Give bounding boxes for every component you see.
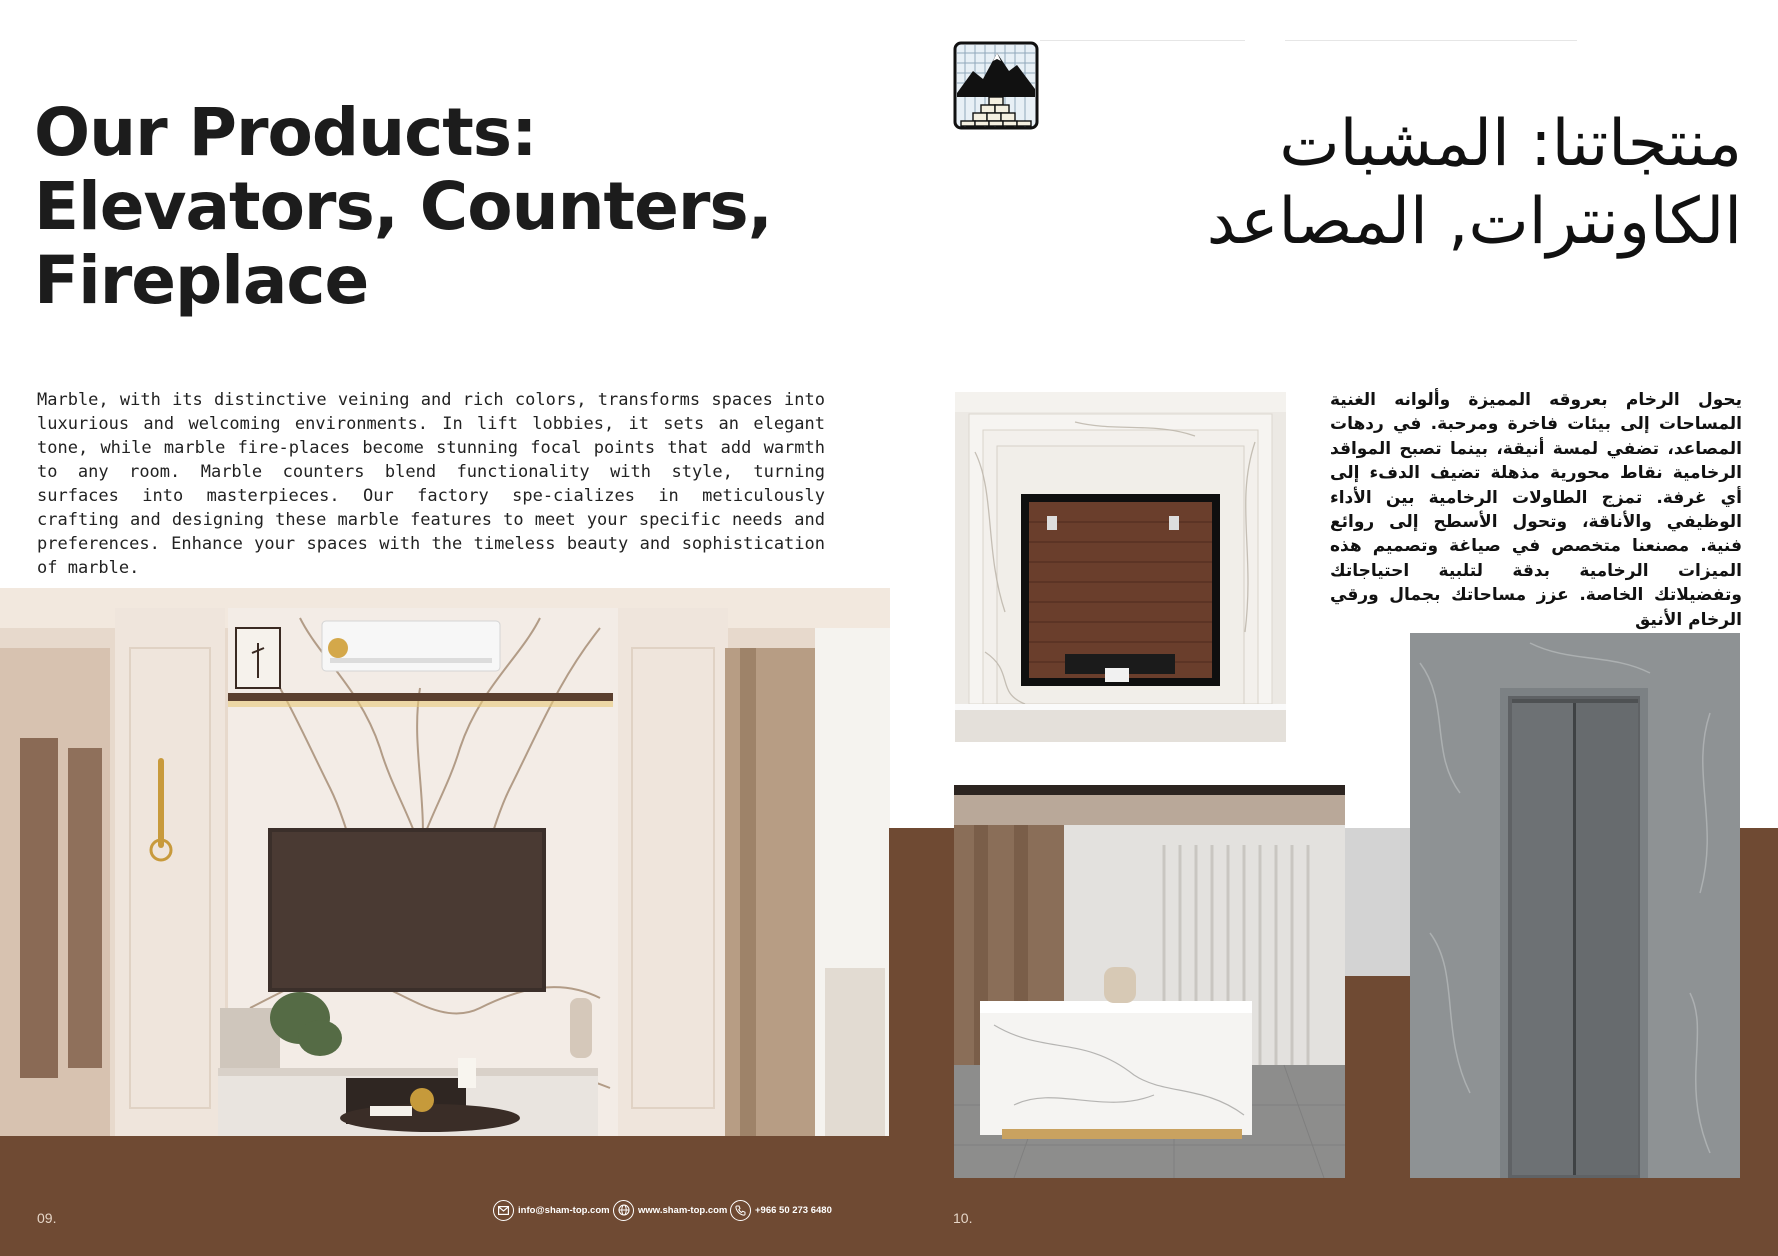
contact-phone[interactable] [730,1198,832,1222]
page-title-ar [1022,105,1742,261]
footer-band-left [0,1136,889,1256]
title-ar-line-2: الكاونترات, المصاعد [1206,185,1742,259]
body-text-en: Marble, with its distinctive veining and rich colors, transforms spaces into luxurious and welcoming environments. In lift lobbies, it sets an elegant tone, while marble fire-places become stunning focal points that add warmth to any room. Marble counters blend functionality with style, turning surfaces into masterpieces. Our factory spe-cializes in meticulously crafting and designing these marble features to meet your specific needs and preferences. Enhance your spaces with the timeless beauty and sophistication of marble. [37,390,825,578]
title-line-1: Our Products: [34,94,537,171]
header-rule-1 [1040,40,1245,41]
contact-email[interactable] [493,1198,610,1222]
elevator-photo [1410,633,1740,1178]
phone-text: +966 50 273 6480 [755,1204,832,1216]
page-title-en [34,96,794,318]
title-line-2: Elevators, Counters, [34,168,772,245]
page-number-right: 10. [953,1210,973,1226]
grey-accent-block [1345,828,1410,976]
title-ar-line-1: منتجاتنا: المشبات [1279,107,1742,181]
reception-counter-photo [954,785,1345,1178]
title-line-3: Fireplace [34,242,369,319]
phone-icon [730,1200,751,1221]
globe-icon [613,1200,634,1221]
page-number-left: 09. [37,1210,57,1226]
living-room-photo [0,588,890,1136]
email-text: info@sham-top.com [518,1204,610,1216]
website-text: www.sham-top.com [638,1204,728,1216]
header-rule-2 [1285,40,1577,41]
fireplace-photo [955,392,1286,742]
email-icon [493,1200,514,1221]
body-text-ar: يحول الرخام بعروقه المميزة وألوانه الغنية المساحات إلى بيئات فاخرة ومرحبة. في ردهات المصاعد، تضفي لمسة أنيقة، بينما تصبح المواقد الرخامية نقاط محورية مذهلة تضيف الدفء إلى أي غرفة. تمزج الطاولات الرخامية بين الأداء الوظيفي والأناقة، وتحول الأسطح إلى روائع فنية. مصنعنا متخصص في صياغة وتصميم هذه الميزات الرخامية بدقة لتلبية احتياجاتك وتفضيلاتك الخاصة. عزز مساحاتك بجمال ورقي الرخام الأنيق [1330,390,1742,630]
contact-website[interactable] [613,1198,727,1222]
